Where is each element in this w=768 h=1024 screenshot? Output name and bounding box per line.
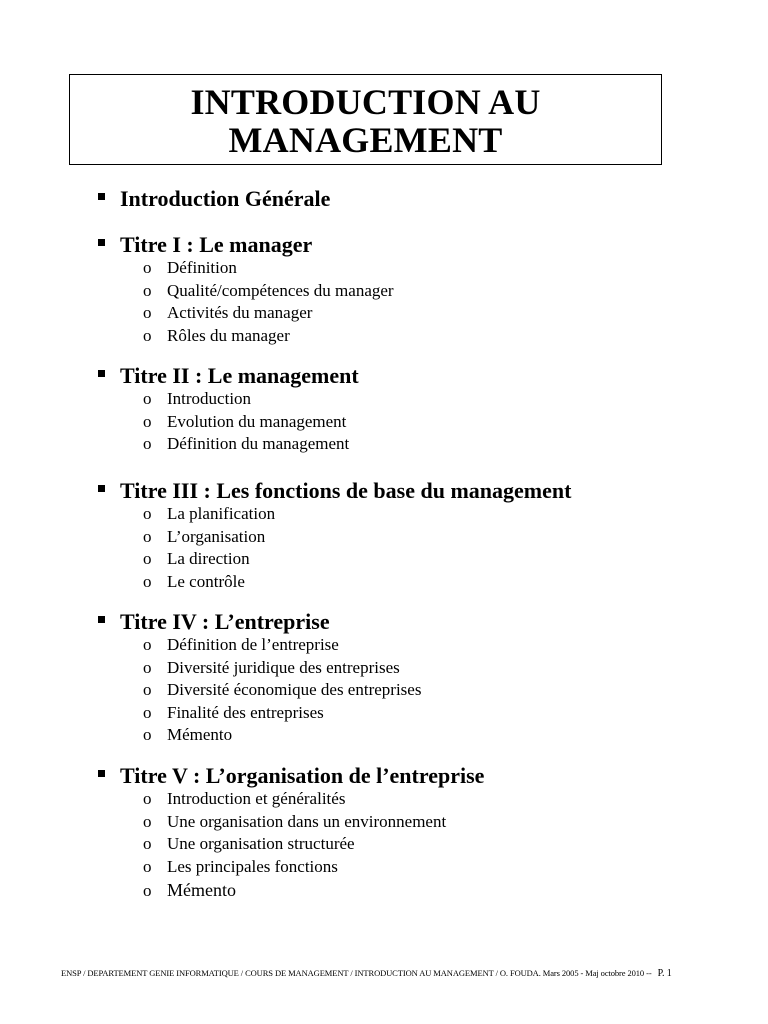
- outline-section: [98, 364, 359, 456]
- outline-item: [143, 702, 421, 725]
- section-heading: [98, 479, 571, 503]
- outline-item-label: Définition de l’entreprise: [167, 635, 339, 654]
- outline-item-label: Définition: [167, 258, 237, 277]
- section-item-list: [143, 503, 571, 593]
- circle-bullet-icon: o: [143, 303, 152, 322]
- page-number: P. 1: [657, 968, 672, 979]
- outline-item-label: Définition du management: [167, 434, 350, 453]
- section-heading-label: Titre V : L’organisation de l’entreprise: [120, 763, 485, 788]
- outline-item: [143, 548, 571, 571]
- section-heading-label: Titre IV : L’entreprise: [120, 609, 330, 634]
- square-bullet-icon: [98, 370, 105, 377]
- outline-item: [143, 724, 421, 747]
- document-title-line-2: MANAGEMENT: [228, 120, 503, 160]
- outline-section: [98, 764, 484, 903]
- circle-bullet-icon: o: [143, 504, 152, 523]
- section-item-list: [143, 257, 394, 347]
- circle-bullet-icon: o: [143, 635, 152, 654]
- outline-item-label: Diversité économique des entreprises: [167, 680, 422, 699]
- outline-item-label: Mémento: [167, 725, 233, 744]
- circle-bullet-icon: o: [143, 834, 152, 853]
- outline-item: [143, 433, 359, 456]
- circle-bullet-icon: o: [143, 856, 152, 876]
- outline-item-label: Evolution du management: [167, 411, 347, 431]
- circle-bullet-icon: o: [143, 411, 152, 431]
- document-title-line-1: INTRODUCTION AU: [190, 82, 541, 122]
- section-item-list: [143, 634, 421, 747]
- outline-item-label: Introduction et généralités: [167, 789, 346, 808]
- outline-item: [143, 257, 394, 280]
- section-heading-label: Introduction Générale: [120, 186, 331, 211]
- outline-item: [143, 679, 421, 702]
- square-bullet-icon: [98, 239, 105, 246]
- outline-item: [143, 811, 484, 834]
- outline-item-label: Les principales fonctions: [167, 856, 338, 876]
- outline-item: [143, 411, 359, 434]
- outline-item: [143, 571, 571, 594]
- outline-item-label: Rôles du manager: [167, 325, 290, 345]
- section-heading-label: Titre II : Le management: [120, 363, 359, 388]
- outline-item-label: Finalité des entreprises: [167, 702, 324, 722]
- circle-bullet-icon: o: [143, 434, 152, 453]
- circle-bullet-icon: o: [143, 571, 152, 591]
- section-item-list: [143, 388, 359, 456]
- circle-bullet-icon: o: [143, 789, 152, 808]
- circle-bullet-icon: o: [143, 811, 152, 831]
- section-heading-label: Titre III : Les fonctions de base du management: [120, 478, 572, 503]
- outline-item: [143, 878, 484, 903]
- outline-item: [143, 856, 484, 879]
- circle-bullet-icon: o: [143, 258, 152, 277]
- document-title-box: [69, 74, 662, 165]
- section-heading: [98, 187, 330, 211]
- outline-item-label: Introduction: [167, 389, 252, 408]
- outline-item: [143, 526, 571, 549]
- circle-bullet-icon: o: [143, 389, 152, 408]
- section-heading: [98, 764, 484, 788]
- section-heading-label: Titre I : Le manager: [120, 232, 313, 257]
- footer-text: ENSP / DEPARTEMENT GENIE INFORMATIQUE / COURS DE MANAGEMENT / INTRODUCTION AU MANAGEMENT / O. FOUDA. Mars 2005 - Maj octobre 2010 --: [61, 968, 652, 978]
- circle-bullet-icon: o: [143, 549, 152, 568]
- outline-item: [143, 657, 421, 680]
- outline-item: [143, 634, 421, 657]
- square-bullet-icon: [98, 770, 105, 777]
- circle-bullet-icon: o: [143, 325, 152, 345]
- outline-item: [143, 388, 359, 411]
- outline-item-label: Activités du manager: [167, 303, 313, 322]
- square-bullet-icon: [98, 616, 105, 623]
- circle-bullet-icon: o: [143, 680, 152, 699]
- square-bullet-icon: [98, 193, 105, 200]
- outline-item: [143, 325, 394, 348]
- outline-item: [143, 833, 484, 856]
- outline-item: [143, 280, 394, 303]
- outline-item-label: Diversité juridique des entreprises: [167, 657, 400, 677]
- outline-item-label: Mémento: [167, 880, 236, 900]
- circle-bullet-icon: o: [143, 280, 152, 300]
- outline-item-label: Le contrôle: [167, 571, 245, 591]
- circle-bullet-icon: o: [143, 725, 152, 744]
- page-footer: [61, 968, 672, 979]
- outline-section: [98, 610, 421, 747]
- outline-item-label: L’organisation: [167, 526, 266, 546]
- section-item-list: [143, 788, 484, 903]
- outline-section: [98, 479, 571, 593]
- circle-bullet-icon: o: [143, 702, 152, 722]
- square-bullet-icon: [98, 485, 105, 492]
- outline-item-label: La planification: [167, 504, 276, 523]
- circle-bullet-icon: o: [143, 657, 152, 677]
- outline-item: [143, 302, 394, 325]
- outline-item-label: Une organisation dans un environnement: [167, 811, 447, 831]
- section-heading: [98, 233, 394, 257]
- outline-item: [143, 788, 484, 811]
- outline-item-label: Qualité/compétences du manager: [167, 280, 394, 300]
- circle-bullet-icon: o: [143, 526, 152, 546]
- section-heading: [98, 610, 421, 634]
- outline-item-label: La direction: [167, 549, 250, 568]
- outline-item: [143, 503, 571, 526]
- outline-section: [98, 187, 330, 211]
- outline-item-label: Une organisation structurée: [167, 834, 355, 853]
- outline-section: [98, 233, 394, 347]
- section-heading: [98, 364, 359, 388]
- circle-bullet-icon: o: [143, 881, 152, 900]
